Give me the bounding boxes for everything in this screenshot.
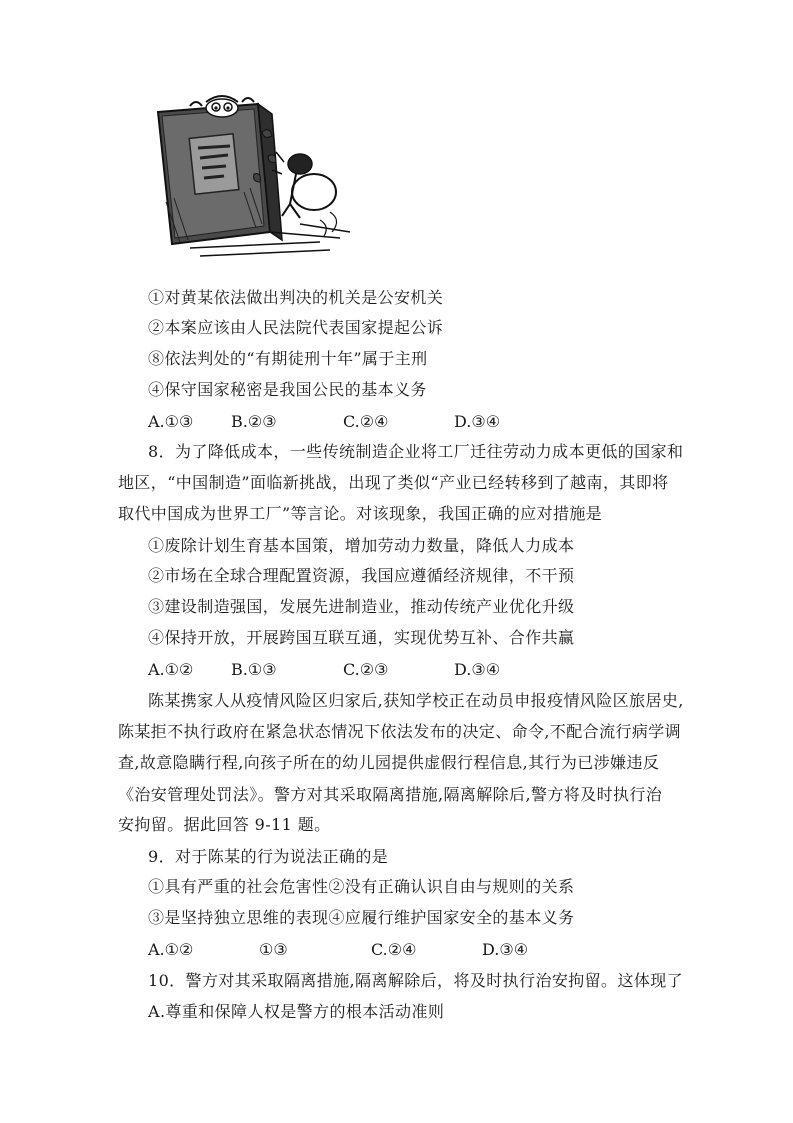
q8-statement-1: ①废除计划生育基本国策，增加劳动力数量，降低人力成本 — [148, 536, 575, 555]
q10-option-a: A.尊重和保障人权是警方的根本活动准则 — [148, 1002, 445, 1021]
q9-statement-1: ①具有严重的社会危害性②没有正确认识自由与规则的关系 — [148, 877, 575, 896]
q8-stem-line-3: 取代中国成为世界工厂”等言论。对该现象，我国正确的应对措施是 — [118, 504, 603, 523]
q7-statement-2: ②本案应该由人民法院代表国家提起公诉 — [148, 318, 444, 337]
q8-statement-2: ②市场在全球合理配置资源，我国应遵循经济规律，不干预 — [148, 566, 575, 585]
q7-option-c: C.②④ — [343, 412, 389, 431]
q8-stem-line-1: 8．为了降低成本，一些传统制造企业将工厂迁往劳动力成本更低的国家和 — [148, 442, 684, 461]
q8-option-c: C.②③ — [343, 660, 389, 679]
q9-option-b: ①③ — [259, 940, 288, 959]
passage-line-1: 陈某携家人从疫情风险区归家后,获知学校正在动员申报疫情风险区旅居史, — [148, 691, 684, 710]
q9-option-c: C.②④ — [371, 940, 417, 959]
q10-stem: 10．警方对其采取隔离措施,隔离解除后，将及时执行治安拘留。这体现了 — [148, 971, 684, 990]
q8-stem-line-2: 地区，“中国制造”面临新挑战，出现了类似“产业已经转移到了越南，其即将 — [118, 473, 669, 492]
q7-statement-4: ④保守国家秘密是我国公民的基本义务 — [148, 380, 427, 399]
cartoon-illustration — [150, 92, 355, 272]
q8-statement-4: ④保持开放，开展跨国互联互通，实现优势互补、合作共赢 — [148, 628, 575, 647]
q8-option-b: B.①③ — [231, 660, 277, 679]
q9-option-d: D.③④ — [482, 940, 529, 959]
q8-statement-3: ③建设制造强国，发展先进制造业，推动传统产业优化升级 — [148, 597, 575, 616]
passage-line-3: 查,故意隐瞒行程,向孩子所在的幼儿园提供虚假行程信息,其行为已涉嫌违反 — [118, 753, 660, 772]
q8-option-a: A.①② — [148, 660, 194, 679]
q9-statement-2: ③是坚持独立思维的表现④应履行维护国家安全的基本义务 — [148, 908, 575, 927]
passage-line-5: 安拘留。据此回答 9-11 题。 — [118, 815, 331, 834]
q7-option-a: A.①③ — [148, 412, 194, 431]
passage-line-4: 《治安管理处罚法》。警方对其采取隔离措施,隔离解除后,警方将及时执行治 — [118, 785, 663, 804]
q7-option-d: D.③④ — [454, 412, 501, 431]
q9-option-a: A.①② — [148, 940, 194, 959]
q7-statement-1: ①对黄某依法做出判决的机关是公安机关 — [148, 288, 444, 307]
q7-statement-3: ⑧依法判处的“有期徒刑十年”属于主刑 — [148, 349, 428, 368]
q8-option-d: D.③④ — [454, 660, 501, 679]
q9-stem: 9．对于陈某的行为说法正确的是 — [148, 847, 389, 866]
q7-option-b: B.②③ — [231, 412, 277, 431]
passage-line-2: 陈某拒不执行政府在紧急状态情况下依法发布的决定、命令,不配合流行病学调 — [118, 722, 682, 741]
